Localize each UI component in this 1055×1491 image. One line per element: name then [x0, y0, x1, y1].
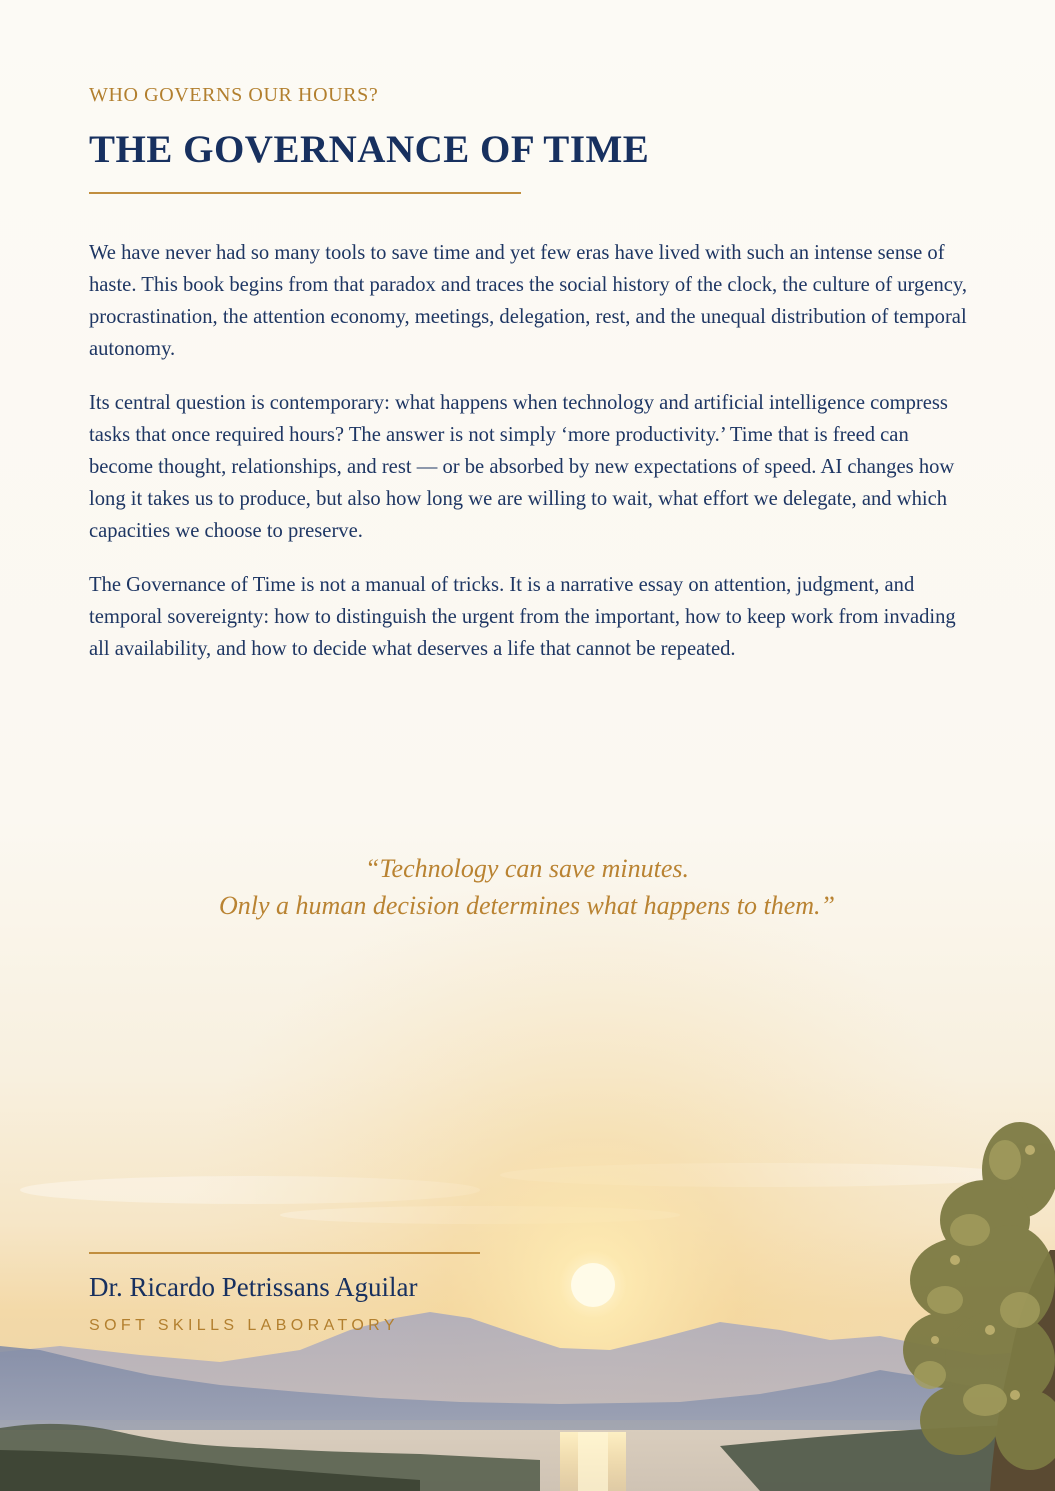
book-title: THE GOVERNANCE OF TIME	[89, 128, 650, 171]
pull-quote-line: “Technology can save minutes.	[365, 854, 689, 883]
pull-quote	[89, 850, 965, 924]
author-divider	[89, 1252, 480, 1254]
synopsis-paragraph: The Governance of Time is not a manual of tricks. It is a narrative essay on attention, judgment, and temporal sovereignty: how to distinguish the urgent from the important, how to keep work from invading all availability, and how to decide what deserves a life that cannot be repeated.	[89, 574, 956, 660]
organization-name: SOFT SKILLS LABORATORY	[89, 1317, 399, 1334]
title-divider	[89, 192, 521, 194]
pull-quote-line: Only a human decision determines what happens to them.”	[219, 891, 835, 920]
eyebrow-question: WHO GOVERNS OUR HOURS?	[89, 84, 379, 106]
synopsis-paragraph: We have never had so many tools to save time and yet few eras have lived with such an intense sense of haste. This book begins from that paradox and traces the social history of the clock, the culture of urgency, procrastination, the attention economy, meetings, delegation, rest, and the unequal distribution of temporal autonomy.	[89, 242, 968, 360]
author-name: Dr. Ricardo Petrissans Aguilar	[89, 1272, 418, 1302]
synopsis	[89, 237, 975, 687]
synopsis-paragraph: Its central question is contemporary: what happens when technology and artificial intelligence compress tasks that once required hours? The answer is not simply ‘more productivity.’ Time that is freed can become thought, relationships, and rest — or be absorbed by new expectations of speed. AI changes how long it takes us to produce, but also how long we are willing to wait, what effort we delegate, and which capacities we choose to preserve.	[89, 392, 955, 542]
